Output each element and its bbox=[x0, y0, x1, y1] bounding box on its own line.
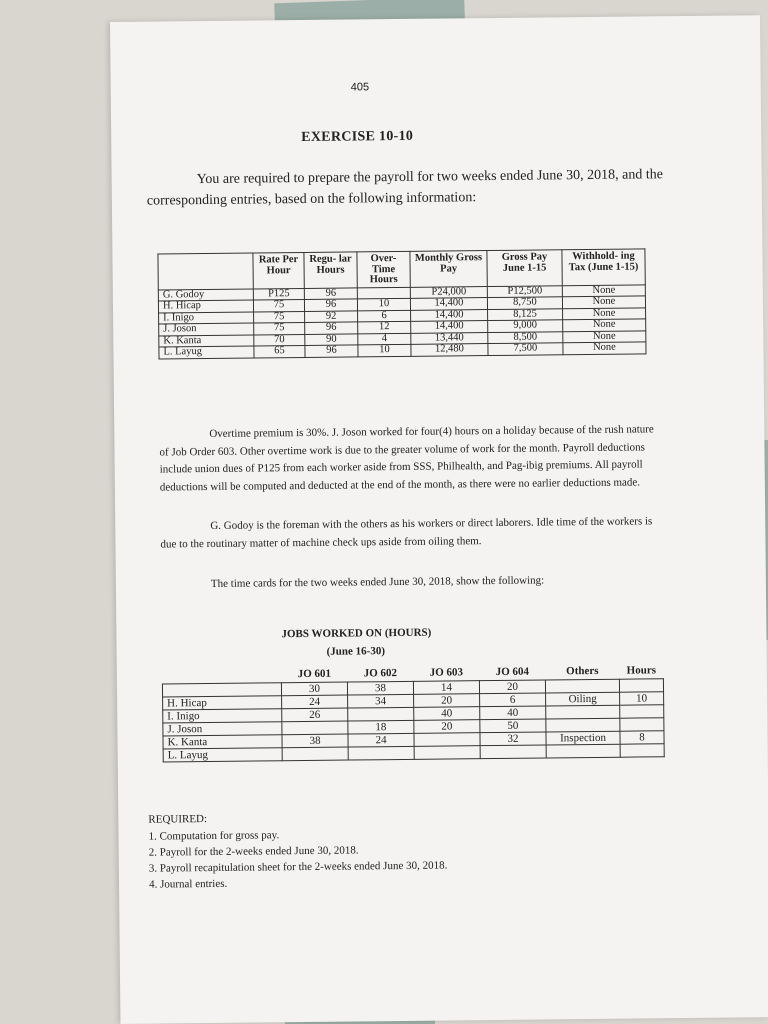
jo601-cell: 26 bbox=[282, 708, 348, 722]
others-cell bbox=[546, 705, 620, 719]
jo604-cell bbox=[480, 745, 546, 759]
required-item: 1. Computation for gross pay. bbox=[148, 829, 280, 843]
hours-header: Hours bbox=[626, 664, 657, 677]
others-cell bbox=[546, 718, 620, 732]
jo603-cell: 20 bbox=[414, 694, 480, 708]
jobs-name-header bbox=[162, 668, 281, 684]
overtime-hours-header: Over- Time Hours bbox=[357, 251, 410, 287]
withholding-tax-cell: None bbox=[562, 284, 645, 296]
jo603-cell bbox=[414, 733, 480, 747]
overtime-hours-cell bbox=[357, 287, 410, 299]
hours-cell bbox=[619, 679, 663, 692]
regular-hours-cell: 96 bbox=[305, 345, 358, 357]
monthly-gross-cell: 14,400 bbox=[410, 298, 487, 310]
foreman-paragraph: G. Godoy is the foreman with the others as his workers or direct laborers. Idle time of the workers is due to the routinary matter of machine check ups aside from oiling them. bbox=[160, 515, 653, 550]
gross-pay-cell: 8,750 bbox=[487, 297, 562, 309]
gross-pay-header: Gross Pay June 1-15 bbox=[487, 250, 562, 286]
jo602-cell bbox=[348, 707, 414, 721]
jobs-subtitle: (June 16-30) bbox=[326, 645, 386, 658]
regular-hours-cell: 96 bbox=[305, 322, 358, 334]
withholding-tax-cell: None bbox=[563, 330, 646, 342]
worker-name: L. Layug bbox=[163, 748, 282, 762]
gross-pay-cell: 9,000 bbox=[488, 320, 563, 332]
overtime-paragraph: Overtime premium is 30%. J. Joson worked for four(4) hours on a holiday because of the rush nature of Job Order 603. Other overtime work is due to the greater volume of work for the month. Payroll deductions include union dues of P125 from each worker aside from SSS, Philhealth, and Pag-ibig premiums. All payroll deductions will be computed and deducted at the end of the month, as there were no earlier deductions made. bbox=[159, 423, 654, 494]
jo603-cell: 20 bbox=[414, 720, 480, 734]
jo603-cell: 40 bbox=[414, 707, 480, 721]
jo601-cell: 30 bbox=[281, 682, 347, 696]
page-title: EXERCISE 10-10 bbox=[301, 128, 414, 146]
others-header: Others bbox=[566, 664, 599, 678]
page-number: 405 bbox=[350, 81, 370, 94]
regular-hours-cell: 96 bbox=[304, 287, 357, 299]
required-section bbox=[148, 809, 447, 893]
withholding-tax-cell: None bbox=[563, 307, 646, 319]
overtime-hours-cell: 6 bbox=[358, 310, 411, 322]
withholding-tax-cell: None bbox=[563, 342, 646, 354]
regular-hours-header: Regu- lar Hours bbox=[304, 252, 357, 288]
worker-name: J. Joson bbox=[163, 722, 282, 736]
jobs-table bbox=[162, 664, 665, 762]
jo602-cell: 18 bbox=[348, 720, 414, 734]
employee-name-header bbox=[158, 253, 253, 289]
monthly-gross-header: Monthly Gross Pay bbox=[410, 251, 487, 287]
jo604-cell: 20 bbox=[479, 680, 545, 694]
others-cell bbox=[546, 744, 620, 758]
others-cell bbox=[545, 679, 619, 693]
worker-name bbox=[162, 683, 281, 697]
jo602-cell bbox=[348, 746, 414, 760]
others-cell: Oiling bbox=[546, 692, 620, 706]
others-cell: Inspection bbox=[546, 731, 620, 745]
monthly-gross-cell: 12,480 bbox=[411, 344, 488, 356]
gross-pay-cell: 8,125 bbox=[488, 308, 563, 320]
regular-hours-cell: 92 bbox=[305, 310, 358, 322]
monthly-gross-cell: 13,440 bbox=[411, 332, 488, 344]
rate-cell: 65 bbox=[254, 345, 305, 357]
withholding-tax-cell: None bbox=[562, 296, 645, 308]
jo604-cell: 40 bbox=[480, 706, 546, 720]
jo601-cell bbox=[282, 747, 348, 761]
monthly-gross-cell: 14,400 bbox=[411, 321, 488, 333]
worker-name: K. Kanta bbox=[163, 735, 282, 749]
hours-cell bbox=[620, 718, 664, 731]
jo603-cell: 14 bbox=[413, 681, 479, 695]
rate-cell: 75 bbox=[254, 322, 305, 334]
required-item: 2. Payroll for the 2-weeks ended June 30, 2018. bbox=[148, 844, 359, 859]
jo601-cell bbox=[282, 721, 348, 735]
overtime-hours-cell: 4 bbox=[358, 333, 411, 345]
employee-name: I. Inigo bbox=[159, 312, 254, 324]
required-item: 3. Payroll recapitulation sheet for the 2-weeks ended June 30, 2018. bbox=[148, 859, 448, 875]
hours-cell: 10 bbox=[620, 692, 664, 705]
gross-pay-cell: 7,500 bbox=[488, 343, 563, 355]
hours-cell bbox=[620, 744, 664, 757]
monthly-gross-cell: 14,400 bbox=[411, 309, 488, 321]
employee-name: J. Joson bbox=[159, 323, 254, 335]
gross-pay-cell: 8,500 bbox=[488, 331, 563, 343]
jo602-cell: 38 bbox=[347, 681, 413, 695]
required-heading: REQUIRED: bbox=[148, 813, 208, 826]
overtime-hours-cell: 10 bbox=[358, 344, 411, 356]
required-item: 4. Journal entries. bbox=[148, 877, 228, 891]
rate-cell: 70 bbox=[254, 334, 305, 346]
employee-table bbox=[157, 248, 646, 359]
jo604-cell: 6 bbox=[480, 693, 546, 707]
jo604-cell: 32 bbox=[480, 732, 546, 746]
document-page bbox=[110, 15, 768, 1024]
intro-text: You are required to prepare the payroll for two weeks ended June 30, 2018, and the corresponding entries, based on the following information: bbox=[146, 167, 663, 209]
employee-name: L. Layug bbox=[159, 346, 254, 358]
employee-name: G. Godoy bbox=[158, 289, 253, 301]
jo603-cell bbox=[414, 746, 480, 760]
jo604-header: JO 604 bbox=[495, 665, 530, 678]
worker-name: I. Inigo bbox=[163, 709, 282, 723]
hours-cell: 8 bbox=[620, 731, 664, 744]
jo601-cell: 24 bbox=[282, 695, 348, 709]
jo602-cell: 34 bbox=[348, 694, 414, 708]
overtime-hours-cell: 10 bbox=[357, 298, 410, 310]
jo602-cell: 24 bbox=[348, 733, 414, 747]
jobs-title: JOBS WORKED ON (HOURS) bbox=[281, 626, 432, 641]
jo603-header: JO 603 bbox=[429, 666, 464, 679]
gross-pay-cell: P12,500 bbox=[487, 285, 562, 297]
hours-cell bbox=[620, 705, 664, 718]
jo602-header: JO 602 bbox=[363, 667, 398, 680]
regular-hours-cell: 90 bbox=[305, 333, 358, 345]
rate-cell: 75 bbox=[253, 299, 304, 311]
monthly-gross-cell: P24,000 bbox=[410, 286, 487, 298]
rate-cell: P125 bbox=[253, 288, 304, 300]
employee-name: H. Hicap bbox=[158, 300, 253, 312]
jo604-cell: 50 bbox=[480, 719, 546, 733]
withholding-tax-cell: None bbox=[563, 319, 646, 331]
jo601-cell: 38 bbox=[282, 734, 348, 748]
withholding-tax-header: Withhold- ing Tax (June 1-15) bbox=[562, 249, 645, 285]
time-cards-paragraph: The time cards for the two weeks ended June 30, 2018, show the following: bbox=[210, 574, 545, 590]
overtime-hours-cell: 12 bbox=[358, 321, 411, 333]
rate-cell: 75 bbox=[254, 311, 305, 323]
worker-name: H. Hicap bbox=[163, 696, 282, 710]
regular-hours-cell: 96 bbox=[304, 299, 357, 311]
rate-header: Rate Per Hour bbox=[253, 252, 304, 288]
jo601-header: JO 601 bbox=[297, 667, 332, 681]
employee-name: K. Kanta bbox=[159, 335, 254, 347]
